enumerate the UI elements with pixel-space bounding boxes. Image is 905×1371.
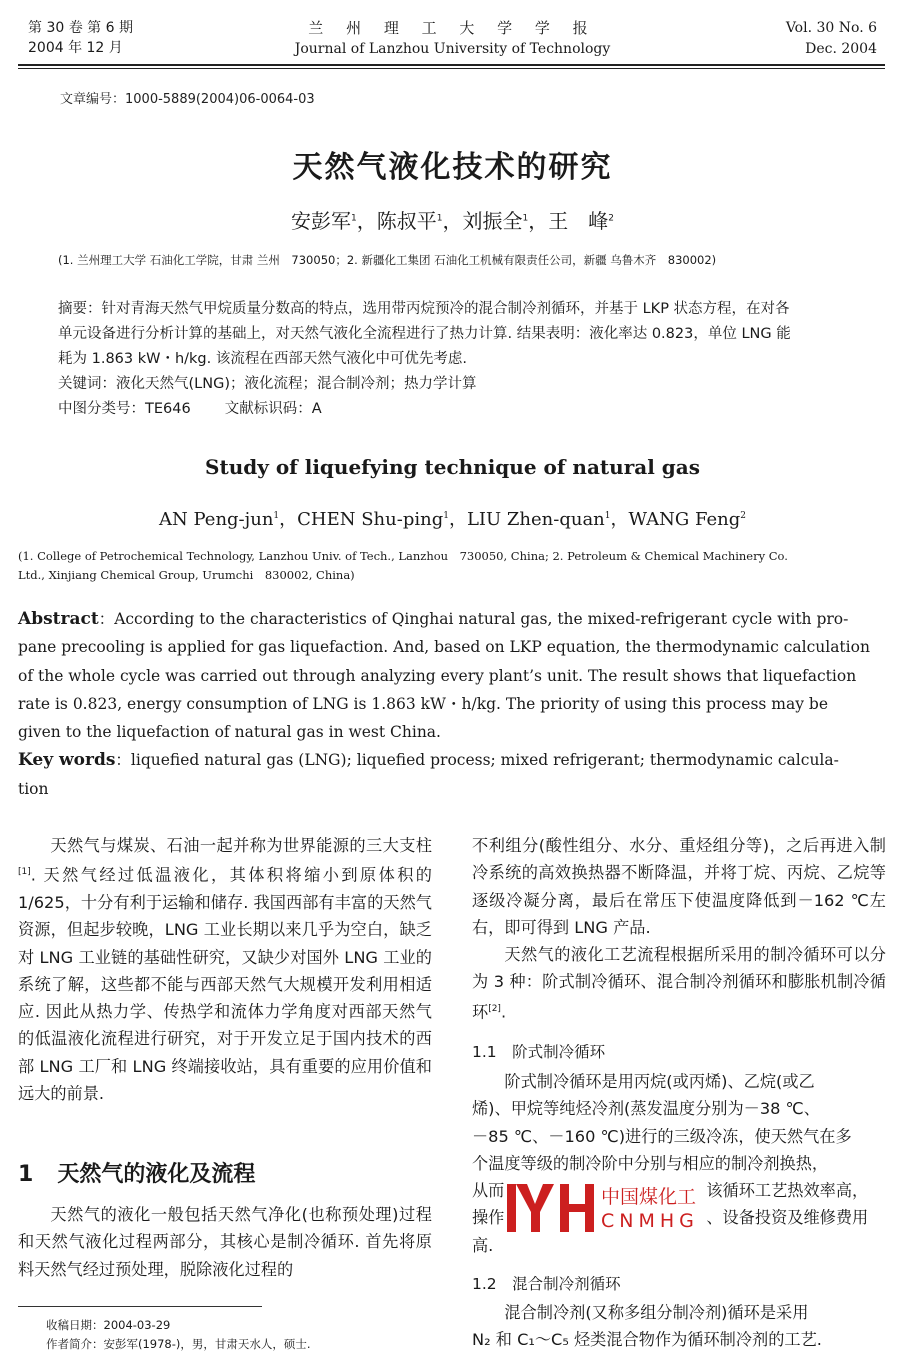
journal-name-cn: 兰 州 理 工 大 学 学 报 [308, 19, 597, 37]
author-cn: 安彭军$^1$， [291, 209, 377, 233]
right-column-end: 混合制冷剂(又称多组分制冷剂)循环是采用 N₂ 和 C₁～C₅ 烃类混合物作为循环制冷剂的工艺. [472, 1303, 822, 1350]
subsection-heading: 1.2 混合制冷剂循环 [472, 1275, 621, 1293]
header-rule-thin [18, 68, 885, 69]
journal-date-en: Dec. 2004 [805, 41, 877, 57]
author-en: LIU Zhen-quan$^1$， [466, 509, 629, 530]
abstract-label: Abstract [18, 609, 99, 629]
body-paragraph: 不利组分(酸性组分、水分、重烃组分等)，之后再进入制冷系统的高效换热器不断降温，并将丁烷、丙烷、乙烷等逐级冷凝分离，最后在常压下使温度降低到－162 ℃左右，即可得到 LNG 产品. [472, 836, 886, 937]
left-column-cont [18, 1201, 432, 1283]
authors-en [0, 505, 905, 531]
journal-name-en: Journal of Lanzhou University of Technology [294, 41, 611, 57]
body-paragraph: 天然气的液化一般包括天然气净化(也称预处理)过程和天然气液化过程两部分，其核心是制冷循环. 首先将原料天然气经过预处理，脱除液化过程的 [18, 1205, 432, 1279]
body-paragraph: 天然气的液化工艺流程根据所采用的制冷循环可以分为 3 种：阶式制冷循环、混合制冷剂循环和膨胀机制冷循环[2]. [472, 945, 886, 1022]
keywords-en: Key words：liquefied natural gas (LNG); liquefied process; mixed refrigerant; thermodynamic calcula- [18, 750, 839, 771]
abstract-cn-line: 摘要：针对青海天然气甲烷质量分数高的特点，选用带丙烷预冷的混合制冷剂循环，并基于 LKP 状态方程，在对各 [58, 301, 790, 317]
abstract-en-line: given to the liquefaction of natural gas in west China. [18, 723, 441, 742]
right-column-cont: 阶式制冷循环是用丙烷(或丙烯)、乙烷(或乙 烯)、甲烷等纯烃冷剂(蒸发温度分别为－38 ℃、 －85 ℃、－160 ℃)进行的三级冷冻，使天然气在多 个温度等级的制冷阶中分别与相应的制冷剂换热， 从而 该循环工艺热效率高， 操作 、设备投资及维修费用 高. [472, 1072, 869, 1255]
watermark-mark-icon [505, 1180, 597, 1236]
author-en: WANG Feng$^2$ [628, 509, 746, 530]
header-rule [18, 64, 885, 66]
doc-code: 文献标识码：A [224, 401, 322, 417]
journal-date: 2004 年 12 月 [28, 40, 123, 56]
affiliation-en: (1. College of Petrochemical Technology, Lanzhou Univ. of Tech., Lanzhou 730050, China; 2. Petroleum & Chemical Machinery Co. Ltd., Xinjiang Chemical Group, Urumchi 830002, China) [18, 549, 788, 582]
author-cn: 刘振全$^1$， [462, 209, 549, 233]
author-en: CHEN Shu-ping$^1$， [297, 509, 467, 530]
abstract-en-line: Abstract：According to the characteristics of Qinghai natural gas, the mixed-refrigerant cycle with pro- [18, 609, 849, 629]
journal-volume-en: Vol. 30 No. 6 [785, 20, 877, 36]
watermark-logo [505, 1180, 707, 1236]
author-en: AN Peng-jun$^1$， [159, 509, 298, 530]
body-paragraph: 天然气与煤炭、石油一起并称为世界能源的三大支柱[1]. 天然气经过低温液化，其体积将缩小到原体积的 1/625，十分有利于运输和储存. 我国西部有丰富的天然气资源，但起步较晚，LNG 工业长期以来几乎为空白，缺乏对 LNG 工业链的基础性研究，又缺少对国外 LNG 工业的系统了解，这些都不能与西部天然气大规模开发利用相适应. 因此从热力学、传热学和流体力学角度对西部天然气的低温液化流程进行研究，对于开发立足于国内技术的西部 LNG 工厂和 LNG 终端接收站，具有重要的应用价值和远大的前景. [18, 836, 432, 1104]
watermark-text-en: CNMHG [601, 1210, 699, 1232]
section-heading: 1 天然气的液化及流程 [18, 1162, 256, 1187]
abstract-cn-line: 单元设备进行分析计算的基础上，对天然气液化全流程进行了热力计算. 结果表明：液化率达 0.823，单位 LNG 能 [58, 326, 791, 342]
authors-cn [0, 205, 905, 234]
journal-volume: 第 30 卷 第 6 期 [28, 20, 133, 36]
footnote-rule [18, 1306, 262, 1307]
abstract-cn [58, 297, 853, 422]
subsection-heading: 1.1 阶式制冷循环 [472, 1043, 606, 1061]
abstract-en-line: pane precooling is applied for gas liquefaction. And, based on LKP equation, the thermodynamic calculation [18, 638, 870, 657]
abstract-cn-line: 耗为 1.863 kW・h/kg. 该流程在西部天然气液化中可优先考虑. [58, 351, 467, 367]
page-title-cn: 天然气液化技术的研究 [292, 150, 613, 185]
classification-line [58, 397, 853, 422]
clc-number: 中图分类号：TE646 [58, 401, 191, 417]
abstract-en-line: of the whole cycle was carried out through analyzing every plant’s unit. The result shows that liquefaction [18, 666, 857, 685]
footnote-received: 收稿日期：2004-03-29 [46, 1318, 171, 1332]
keywords-en-cont: tion [18, 779, 49, 798]
keywords-cn: 关键词：液化天然气(LNG)；液化流程；混合制冷剂；热力学计算 [58, 376, 477, 392]
citation-ref: [2] [488, 1003, 501, 1014]
left-column [18, 832, 432, 1107]
watermark-text-cn: 中国煤化工 [601, 1186, 697, 1208]
footnote [46, 1316, 311, 1354]
article-number: 文章编号：1000-5889(2004)06-0064-03 [60, 92, 315, 107]
keywords-label: Key words [18, 750, 116, 771]
footnote-author: 作者简介：安彭军(1978-)，男，甘肃天水人，硕士. [46, 1337, 311, 1351]
author-cn: 陈叔平$^1$， [376, 209, 463, 233]
page-title-en: Study of liquefying technique of natural gas [205, 455, 700, 479]
right-column [472, 832, 886, 1025]
author-cn: 王 峰$^2$ [548, 209, 614, 233]
abstract-en-line: rate is 0.823, energy consumption of LNG is 1.863 kW・h/kg. The priority of using this process may be [18, 694, 829, 713]
affiliation-cn: (1. 兰州理工大学 石油化工学院，甘肃 兰州 730050；2. 新疆化工集团 石油化工机械有限责任公司，新疆 乌鲁木齐 830002) [58, 253, 717, 267]
citation-ref: [1] [18, 867, 31, 878]
abstract-en [18, 605, 886, 803]
